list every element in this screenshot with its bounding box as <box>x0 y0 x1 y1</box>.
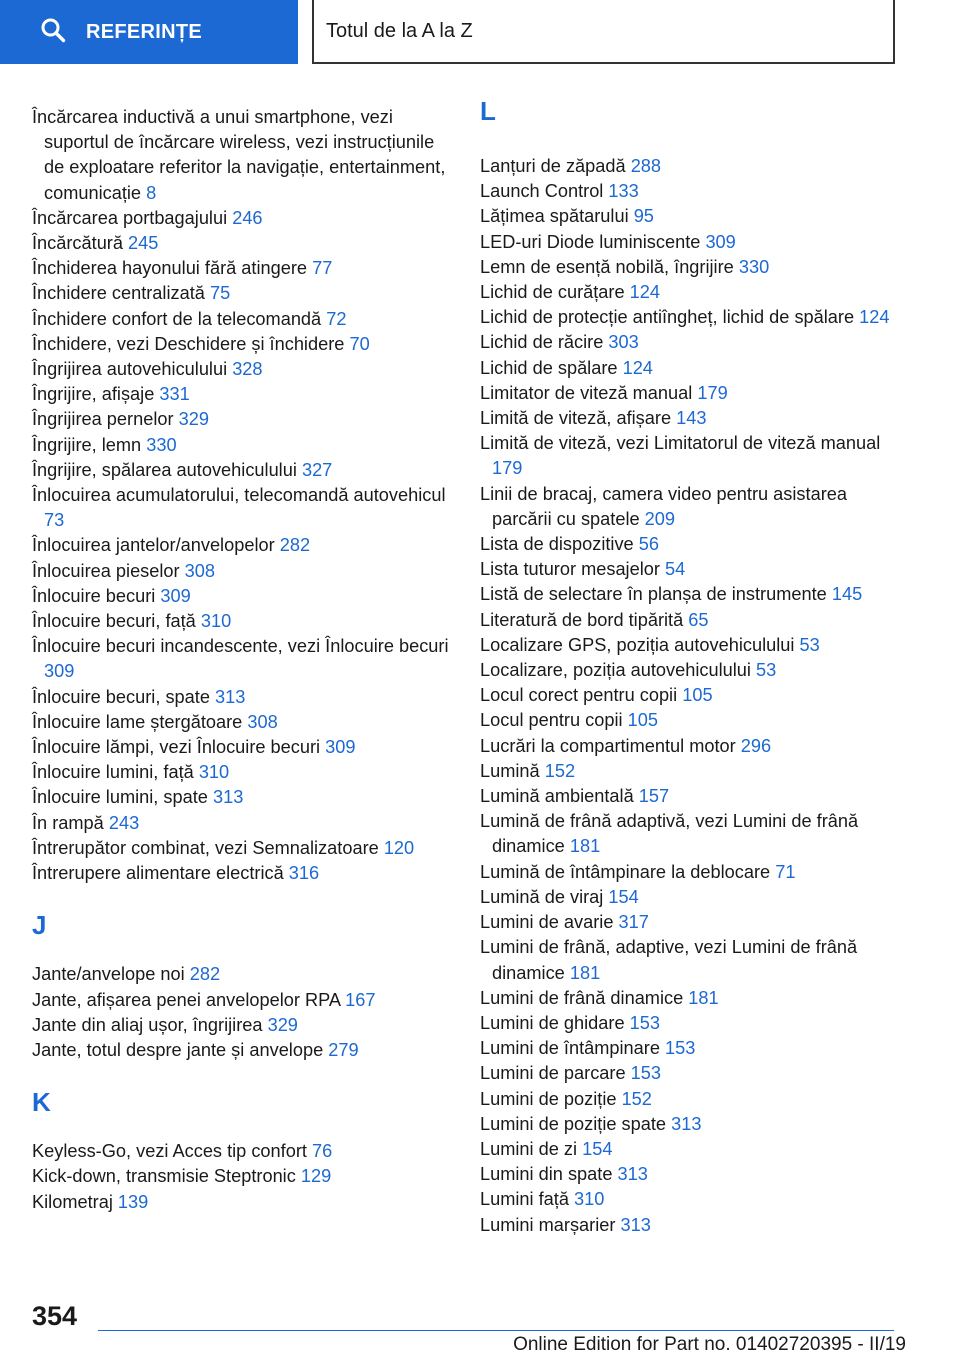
page-reference-link[interactable]: 331 <box>159 384 190 405</box>
entry-text: Înlocuire lumini, spate <box>32 787 208 808</box>
footer-divider <box>98 1330 894 1331</box>
entry-text: Lumini de poziție <box>480 1088 617 1109</box>
entry-list-l <box>480 154 900 1238</box>
entry-text: Încărcarea inductivă a unui smartphone, vezi suportul de încărcare wireless, vezi instrucțiunile de exploatare referitor la navigație, entertainment, comunicație <box>32 107 446 203</box>
entry-text: Limită de viteză, afișare <box>480 408 672 429</box>
index-entry <box>32 1013 452 1038</box>
entry-list-k <box>32 1139 452 1215</box>
page-reference-link[interactable]: 243 <box>108 812 140 833</box>
section-letter-l: L <box>480 96 496 126</box>
page-reference-link[interactable]: 317 <box>618 912 649 933</box>
index-entry <box>480 305 900 330</box>
entry-text: Închidere, vezi Deschidere și închidere <box>32 333 345 354</box>
index-entry <box>32 811 452 836</box>
entry-text: Localizare, poziția autovehiculului <box>480 660 751 681</box>
index-entry <box>480 1036 900 1061</box>
index-entry <box>480 1187 900 1212</box>
index-entry <box>32 1190 452 1215</box>
index-entry <box>480 204 900 229</box>
index-entry <box>480 179 900 204</box>
index-entry <box>480 356 900 381</box>
entry-text: Îngrijirea autovehiculului <box>32 359 228 380</box>
entry-text: Lumini de frână dinamice <box>480 987 684 1008</box>
page-reference-link[interactable]: 313 <box>212 787 244 808</box>
entry-text: Îngrijire, afișaje <box>32 384 155 405</box>
entry-text: Lumini de frână, adaptive, vezi Lumini de frână dinamice <box>480 937 858 983</box>
index-entry <box>480 1087 900 1112</box>
page-reference-link[interactable]: 53 <box>756 660 777 681</box>
tab-referinte[interactable] <box>0 0 298 64</box>
entry-text: Lumini de parcare <box>480 1063 626 1084</box>
index-entry <box>32 634 452 684</box>
index-entry <box>480 809 900 859</box>
page-reference-link[interactable]: 309 <box>44 661 75 682</box>
page-reference-link[interactable]: 105 <box>627 710 658 731</box>
index-entry <box>480 557 900 582</box>
entry-text: Lumini de zi <box>480 1138 578 1159</box>
index-entry <box>32 357 452 382</box>
page-reference-link[interactable]: 153 <box>665 1038 696 1059</box>
entry-text: Lumină de întâmpinare la deblocare <box>480 861 771 882</box>
entry-text: Lemn de esență nobilă, îngrijire <box>480 256 734 277</box>
page-reference-link[interactable]: 310 <box>200 611 232 632</box>
index-entry <box>32 407 452 432</box>
tab-label: REFERINȚE <box>86 20 203 43</box>
index-entry <box>480 658 900 683</box>
entry-text: Înlocuire becuri incandescente, vezi Înlocuire becuri <box>32 636 449 657</box>
page-reference-link[interactable]: 152 <box>544 760 576 781</box>
entry-text: Îngrijirea pernelor <box>32 409 174 430</box>
page-reference-link[interactable]: 71 <box>775 861 796 882</box>
entry-text: Lumini față <box>480 1189 569 1210</box>
entry-text: Lumină de frână adaptivă, vezi Lumini de frână dinamice <box>480 811 859 857</box>
page-reference-link[interactable]: 124 <box>629 282 660 303</box>
entry-text: În rampă <box>32 812 104 833</box>
page-reference-link[interactable]: 308 <box>247 711 278 732</box>
index-entry <box>32 105 452 206</box>
entry-text: Încărcarea portbagajului <box>32 207 228 228</box>
index-entry <box>480 860 900 885</box>
index-entry <box>32 559 452 584</box>
page-reference-link[interactable]: 65 <box>688 609 709 630</box>
page-reference-link[interactable]: 143 <box>676 408 707 429</box>
index-entry <box>480 230 900 255</box>
entry-text: Jante/anvelope noi <box>32 964 185 985</box>
entry-text: Jante, totul despre jante și anvelope <box>32 1039 324 1060</box>
entry-text: Lumină de viraj <box>480 886 604 907</box>
page-reference-link[interactable]: 327 <box>301 459 333 480</box>
page-reference-link[interactable]: 95 <box>633 206 654 227</box>
page-reference-link[interactable]: 181 <box>688 987 719 1008</box>
entry-text: Înlocuire lămpi, vezi Înlocuire becuri <box>32 737 321 758</box>
index-entry <box>480 608 900 633</box>
entry-text: Locul pentru copii <box>480 710 623 731</box>
section-header <box>312 0 895 64</box>
index-entry <box>32 584 452 609</box>
entry-text: Localizare GPS, poziția autovehiculului <box>480 634 795 655</box>
entry-text: Lista tuturor mesajelor <box>480 559 660 580</box>
entry-text: Închiderea hayonului fără atingere <box>32 258 308 279</box>
index-entry <box>480 1011 900 1036</box>
entry-text: Închidere centralizată <box>32 283 205 304</box>
page-reference-link[interactable]: 179 <box>697 382 728 403</box>
index-entry <box>480 381 900 406</box>
index-entry <box>480 154 900 179</box>
header-title: Totul de la A la Z <box>326 19 473 42</box>
entry-text: Lista de dispozitive <box>480 534 634 555</box>
page-reference-link[interactable]: 181 <box>569 962 601 983</box>
entry-text: Întrerupere alimentare electrică <box>32 863 284 884</box>
entry-list-j <box>32 962 452 1063</box>
page-reference-link[interactable]: 310 <box>198 762 230 783</box>
index-entry <box>480 482 900 532</box>
page-reference-link[interactable]: 316 <box>288 863 320 884</box>
entry-text: Literatură de bord tipărită <box>480 609 684 630</box>
page-reference-link[interactable]: 167 <box>345 989 376 1010</box>
page-reference-link[interactable]: 72 <box>326 308 347 329</box>
entry-text: Lumini de ghidare <box>480 1012 625 1033</box>
entry-text: LED-uri Diode luminiscente <box>480 231 701 252</box>
entry-text: Îngrijire, lemn <box>32 434 142 455</box>
page-reference-link[interactable]: 124 <box>622 357 653 378</box>
entry-text: Înlocuire becuri <box>32 585 156 606</box>
entry-text: Listă de selectare în planșa de instrumente <box>480 584 827 605</box>
page-reference-link[interactable]: 309 <box>325 737 356 758</box>
index-entry <box>32 988 452 1013</box>
entry-text: Întrerupător combinat, vezi Semnalizatoare <box>32 837 379 858</box>
page-reference-link[interactable]: 154 <box>582 1138 613 1159</box>
index-entry <box>480 1213 900 1238</box>
page-reference-link[interactable]: 75 <box>209 283 231 304</box>
page-reference-link[interactable]: 8 <box>146 182 157 203</box>
index-entry <box>32 433 452 458</box>
index-entry <box>480 406 900 431</box>
page-reference-link[interactable]: 53 <box>799 634 820 655</box>
entry-text: Înlocuire lumini, față <box>32 762 194 783</box>
entry-text: Lumină ambientală <box>480 786 634 807</box>
entry-text: Lichid de spălare <box>480 357 618 378</box>
index-entry <box>480 986 900 1011</box>
page-reference-link[interactable]: 313 <box>215 686 246 707</box>
index-entry <box>32 1164 452 1189</box>
entry-text: Lumini de poziție spate <box>480 1113 667 1134</box>
entry-text: Înlocuire lame ștergătoare <box>32 711 243 732</box>
section-letter-j: J <box>32 910 47 941</box>
entry-text: Lumină <box>480 760 540 781</box>
page-reference-link[interactable]: 282 <box>189 964 221 985</box>
index-entry <box>480 759 900 784</box>
index-entry <box>32 760 452 785</box>
index-entry <box>32 1038 452 1063</box>
page-reference-link[interactable]: 157 <box>638 786 670 807</box>
entry-text: Lumini din spate <box>480 1164 613 1185</box>
page-reference-link[interactable]: 77 <box>312 258 333 279</box>
index-entry <box>480 431 900 481</box>
page-reference-link[interactable]: 139 <box>117 1191 149 1212</box>
entry-text: Jante, afișarea penei anvelopelor RPA <box>32 989 341 1010</box>
index-entry <box>480 532 900 557</box>
footer-edition-text: Online Edition for Part no. 01402720395 - II/19 <box>513 1334 906 1355</box>
page-reference-link[interactable]: 303 <box>608 332 639 353</box>
page-reference-link[interactable]: 245 <box>128 233 159 254</box>
index-entry <box>480 784 900 809</box>
index-entry <box>32 307 452 332</box>
index-entry <box>32 206 452 231</box>
index-entry <box>480 330 900 355</box>
entry-text: Launch Control <box>480 181 604 202</box>
page-reference-link[interactable]: 330 <box>738 256 770 277</box>
entry-text: Lanțuri de zăpadă <box>480 156 626 176</box>
page-reference-link[interactable]: 76 <box>312 1141 333 1162</box>
entry-text: Kilometraj <box>32 1191 113 1212</box>
index-entry <box>32 1139 452 1164</box>
page-reference-link[interactable]: 129 <box>300 1166 332 1187</box>
index-entry <box>480 1061 900 1086</box>
page-reference-link[interactable]: 313 <box>671 1113 702 1134</box>
page-reference-link[interactable]: 120 <box>383 837 415 858</box>
entry-text: Limitator de viteză manual <box>480 382 693 403</box>
index-entry <box>480 1137 900 1162</box>
index-entry <box>480 582 900 607</box>
index-entry <box>32 609 452 634</box>
entry-text: Locul corect pentru copii <box>480 685 678 706</box>
index-entry <box>480 734 900 759</box>
page-reference-link[interactable]: 70 <box>349 333 370 354</box>
index-entry <box>480 935 900 985</box>
page-reference-link[interactable]: 145 <box>831 584 863 605</box>
entry-text: Limită de viteză, vezi Limitatorul de viteză manual <box>480 433 881 454</box>
page-reference-link[interactable]: 246 <box>232 207 263 228</box>
entry-text: Înlocuirea acumulatorului, telecomandă autovehicul <box>32 485 446 506</box>
index-entry <box>480 708 900 733</box>
entry-text: Kick-down, transmisie Steptronic <box>32 1166 296 1187</box>
page-reference-link[interactable]: 309 <box>705 231 736 252</box>
page-reference-link[interactable]: 56 <box>638 534 659 555</box>
entry-text: Îngrijire, spălarea autovehiculului <box>32 459 297 480</box>
index-entry <box>32 962 452 987</box>
page-reference-link[interactable]: 288 <box>630 156 662 176</box>
section-letter-k: K <box>32 1087 51 1118</box>
index-entry <box>32 231 452 256</box>
index-entry <box>32 382 452 407</box>
entry-text: Lumini marșarier <box>480 1214 616 1235</box>
search-icon <box>40 17 66 48</box>
page-reference-link[interactable]: 209 <box>644 508 676 529</box>
index-column-right <box>480 96 900 1238</box>
index-entry <box>32 735 452 760</box>
page-reference-link[interactable]: 329 <box>178 409 209 430</box>
page-reference-link[interactable]: 54 <box>665 559 686 580</box>
page-reference-link[interactable]: 328 <box>232 359 263 380</box>
page-reference-link[interactable]: 181 <box>569 836 601 857</box>
index-entry <box>480 1112 900 1137</box>
page-reference-link[interactable]: 329 <box>267 1014 298 1035</box>
entry-text: Lichid de protecție antiîngheț, lichid de spălare <box>480 307 855 328</box>
index-entry <box>32 785 452 810</box>
entry-text: Înlocuire becuri, spate <box>32 686 210 707</box>
page-reference-link[interactable]: 153 <box>630 1063 662 1084</box>
index-entry <box>480 1162 900 1187</box>
entry-text: Închidere confort de la telecomandă <box>32 308 322 329</box>
index-entry <box>480 255 900 280</box>
index-entry <box>32 533 452 558</box>
page-reference-link[interactable]: 179 <box>492 458 523 479</box>
page-reference-link[interactable]: 152 <box>621 1088 652 1109</box>
page-reference-link[interactable]: 133 <box>608 181 639 202</box>
entry-text: Lumini de avarie <box>480 912 614 933</box>
entry-text: Jante din aliaj ușor, îngrijirea <box>32 1014 263 1035</box>
entry-text: Lățimea spătarului <box>480 206 629 227</box>
index-entry <box>32 458 452 483</box>
page-reference-link[interactable]: 73 <box>44 510 65 531</box>
entry-text: Înlocuire becuri, față <box>32 611 196 632</box>
index-entry <box>32 332 452 357</box>
page-reference-link[interactable]: 313 <box>617 1164 648 1185</box>
page-reference-link[interactable]: 330 <box>146 434 177 455</box>
entry-text: Lumini de întâmpinare <box>480 1038 660 1059</box>
page-number: 354 <box>32 1301 78 1331</box>
entry-text: Keyless-Go, vezi Acces tip confort <box>32 1141 307 1162</box>
entry-text: Lucrări la compartimentul motor <box>480 735 736 756</box>
page-reference-link[interactable]: 105 <box>682 685 713 706</box>
page-reference-link[interactable]: 154 <box>608 886 639 907</box>
index-entry <box>480 633 900 658</box>
entry-text: Lichid de curățare <box>480 282 625 303</box>
page-reference-link[interactable]: 153 <box>629 1012 661 1033</box>
entry-list-i <box>32 105 452 886</box>
entry-text: Lichid de răcire <box>480 332 604 353</box>
index-entry <box>32 281 452 306</box>
entry-text: Linii de bracaj, camera video pentru asistarea parcării cu spatele <box>480 483 847 529</box>
index-entry <box>480 683 900 708</box>
index-entry <box>32 710 452 735</box>
index-entry <box>32 256 452 281</box>
page-reference-link[interactable]: 310 <box>574 1189 605 1210</box>
index-entry <box>480 885 900 910</box>
index-entry <box>480 280 900 305</box>
index-entry <box>32 861 452 886</box>
entry-text: Înlocuirea jantelor/anvelopelor <box>32 535 275 556</box>
entry-text: Înlocuirea pieselor <box>32 560 180 581</box>
page-reference-link[interactable]: 309 <box>160 585 191 606</box>
page-reference-link[interactable]: 279 <box>328 1039 359 1060</box>
index-entry <box>32 836 452 861</box>
entry-text: Încărcătură <box>32 233 123 254</box>
page-reference-link[interactable]: 296 <box>740 735 772 756</box>
index-entry <box>32 685 452 710</box>
page-reference-link[interactable]: 308 <box>184 560 216 581</box>
index-column-left <box>32 105 452 1215</box>
page-reference-link[interactable]: 282 <box>279 535 311 556</box>
page-reference-link[interactable]: 313 <box>620 1214 651 1235</box>
index-entry <box>32 483 452 533</box>
index-entry <box>480 910 900 935</box>
page-reference-link[interactable]: 124 <box>859 307 890 328</box>
